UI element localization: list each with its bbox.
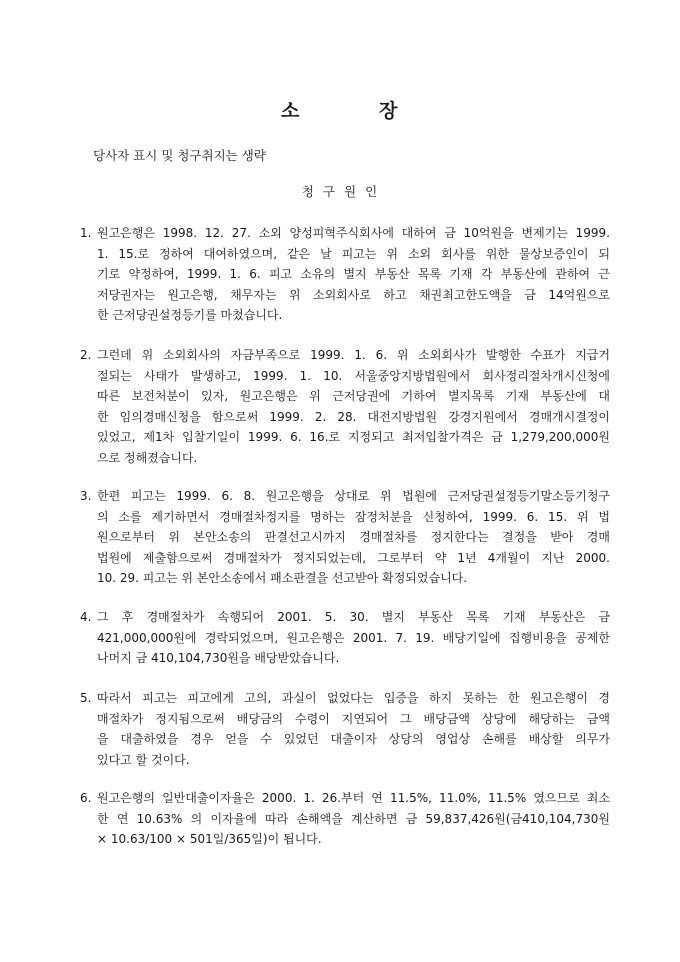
paragraph-1 xyxy=(80,223,610,326)
paragraph-line: 나머지 금 410,104,730원을 배당받았습니다. xyxy=(97,651,340,665)
title-char-2: 장 xyxy=(379,100,399,122)
paragraph-line: 1. 15.로 정하여 대여하였으며, 같은 날 피고는 위 소외 회사를 위한 물상보증인이 되 xyxy=(97,246,610,261)
paragraph-line: 따른 보전처분이 있자, 원고은행은 위 근저당권에 기하여 별지목록 기재 부동산에 대 xyxy=(97,389,610,403)
paragraph-line: 그 후 경매절차가 속행되어 2001. 5. 30. 별지 부동산 목록 기재 부동산은 금 xyxy=(97,610,610,624)
paragraph-line: 원고은행의 일반대출이자율은 2000. 1. 26.부터 연 11.5%, 11.0%, 11.5% 였으므로 최소 xyxy=(97,791,610,805)
paragraph-line: 따라서 피고는 피고에게 고의, 과실이 없었다는 입증을 하지 못하는 한 원고은행이 경 xyxy=(97,691,610,705)
paragraph-line: 한 근저당권설정등기를 마쳤습니다. xyxy=(97,308,283,322)
document-title xyxy=(0,96,680,120)
paragraph-line: 을 대출하였을 경우 얻을 수 있었던 대출이자 상당의 영업상 손해를 배상할 의무가 xyxy=(97,732,610,746)
paragraph-6 xyxy=(80,788,610,850)
paragraph-number: 1. xyxy=(80,226,92,240)
paragraph-2 xyxy=(80,345,610,468)
paragraph-number: 4. xyxy=(80,610,92,624)
omission-note: 당사자 표시 및 청구취지는 생략 xyxy=(93,148,266,163)
paragraph-line: 원으로부터 위 본안소송의 판결선고시까지 경매절차를 정지한다는 결정을 받아 경매 xyxy=(97,530,610,544)
paragraph-line: 의 소를 제기하면서 경매절차정지를 명하는 잠정처분을 신청하여, 1999. 6. 15. 위 법 xyxy=(97,509,610,524)
paragraph-line: 법원에 제출함으로써 경매절차가 정지되었는데, 그로부터 약 1년 4개월이 지난 2000. xyxy=(97,550,610,565)
paragraph-line: 절되는 사태가 발생하고, 1999. 1. 10. 서울중앙지방법원에서 회사정리절차개시신청에 xyxy=(97,368,610,383)
paragraph-line: 한 연 10.63% 의 이자율에 따라 손해액을 계산하면 금 59,837,426원(금410,104,730원 xyxy=(97,811,610,826)
paragraph-line: 저당권자는 원고은행, 채무자는 위 소외회사로 하고 채권최고한도액을 금 14억원으로 xyxy=(97,287,610,302)
paragraph-line: 421,000,000원에 경락되었으며, 원고은행은 2001. 7. 19. 배당기일에 집행비용을 공제한 xyxy=(97,630,610,645)
paragraph-line: 있다고 할 것이다. xyxy=(97,752,190,767)
title-char-1: 소 xyxy=(281,100,301,122)
paragraph-3 xyxy=(80,486,610,589)
paragraph-line: 으로 정해졌습니다. xyxy=(97,450,198,465)
paragraph-line: 한편 피고는 1999. 6. 8. 원고은행을 상대로 위 법원에 근저당권설정등기말소등기청구 xyxy=(97,489,610,503)
paragraph-line: × 10.63/100 × 501일/365일)이 됩니다. xyxy=(97,832,322,846)
paragraph-number: 6. xyxy=(80,791,92,805)
paragraph-number: 2. xyxy=(80,348,92,362)
paragraph-line: 원고은행은 1998. 12. 27. 소외 양성피혁주식회사에 대하여 금 10억원을 변제기는 1999. xyxy=(97,226,610,240)
paragraph-5 xyxy=(80,688,610,770)
paragraph-number: 5. xyxy=(80,691,92,705)
section-heading: 청구원인 xyxy=(301,184,387,199)
paragraph-line: 매절차가 정지됨으로써 배당금의 수령이 지연되어 그 배당금액 상당에 해당하는 금액 xyxy=(97,711,610,726)
paragraph-4 xyxy=(80,607,610,669)
paragraph-number: 3. xyxy=(80,489,92,503)
paragraph-line: 그런데 위 소외회사의 자금부족으로 1999. 1. 6. 위 소외회사가 발행한 수표가 지급거 xyxy=(97,348,610,362)
paragraph-line: 한 임의경매신청을 함으로써 1999. 2. 28. 대전지방법원 강경지원에서 경매개시결정이 xyxy=(97,409,610,424)
paragraph-line: 10. 29. 피고는 위 본안소송에서 패소판결을 선고받아 확정되었습니다. xyxy=(97,571,468,585)
paragraph-line: 기로 약정하여, 1999. 1. 6. 피고 소유의 별지 부동산 목록 기재 각 부동산에 관하여 근 xyxy=(97,267,610,281)
paragraph-line: 있었고, 제1차 입찰기일이 1999. 6. 16.로 지정되고 최저입찰가격은 금 1,279,200,000원 xyxy=(97,430,610,444)
